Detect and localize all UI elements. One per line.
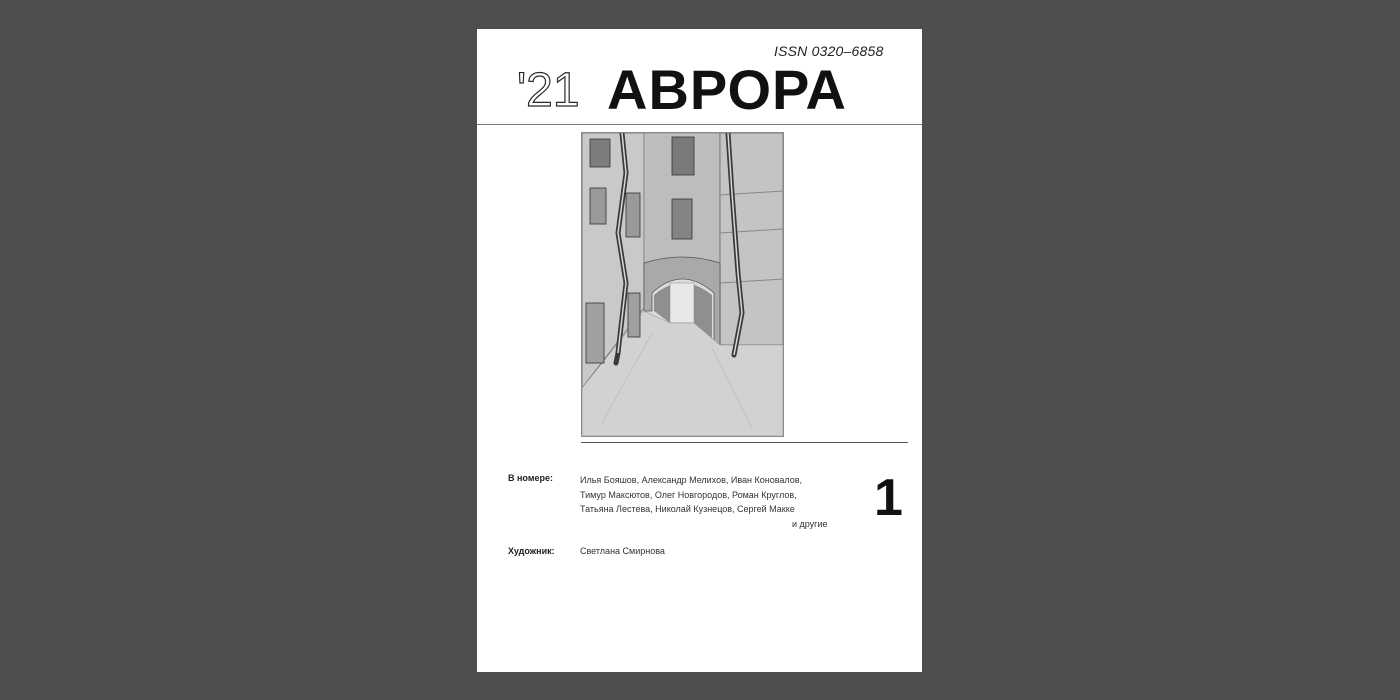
authors-line: Илья Бояшов, Александр Мелихов, Иван Коновалов, <box>580 475 803 485</box>
magazine-cover <box>477 29 922 672</box>
issue-number: 1 <box>874 469 903 527</box>
issn-number: ISSN 0320–6858 <box>774 43 884 59</box>
in-issue-label: В номере: <box>508 473 553 483</box>
illustration-divider <box>581 442 908 443</box>
artist-label: Художник: <box>508 546 555 556</box>
authors-line: Тимур Максютов, Олег Новгородов, Роман Круглов, <box>580 489 797 500</box>
artist-name: Светлана Смирнова <box>580 546 665 556</box>
authors-line: Татьяна Лестева, Николай Кузнецов, Сергей Макке <box>580 504 795 514</box>
authors-line: и другие <box>792 518 828 529</box>
authors-list <box>580 473 828 531</box>
year-label: '21 <box>517 64 580 117</box>
header-divider <box>477 124 922 125</box>
courtyard-drawing <box>582 133 783 436</box>
cover-illustration <box>581 132 784 437</box>
magazine-title: АВРОРА <box>607 58 847 121</box>
